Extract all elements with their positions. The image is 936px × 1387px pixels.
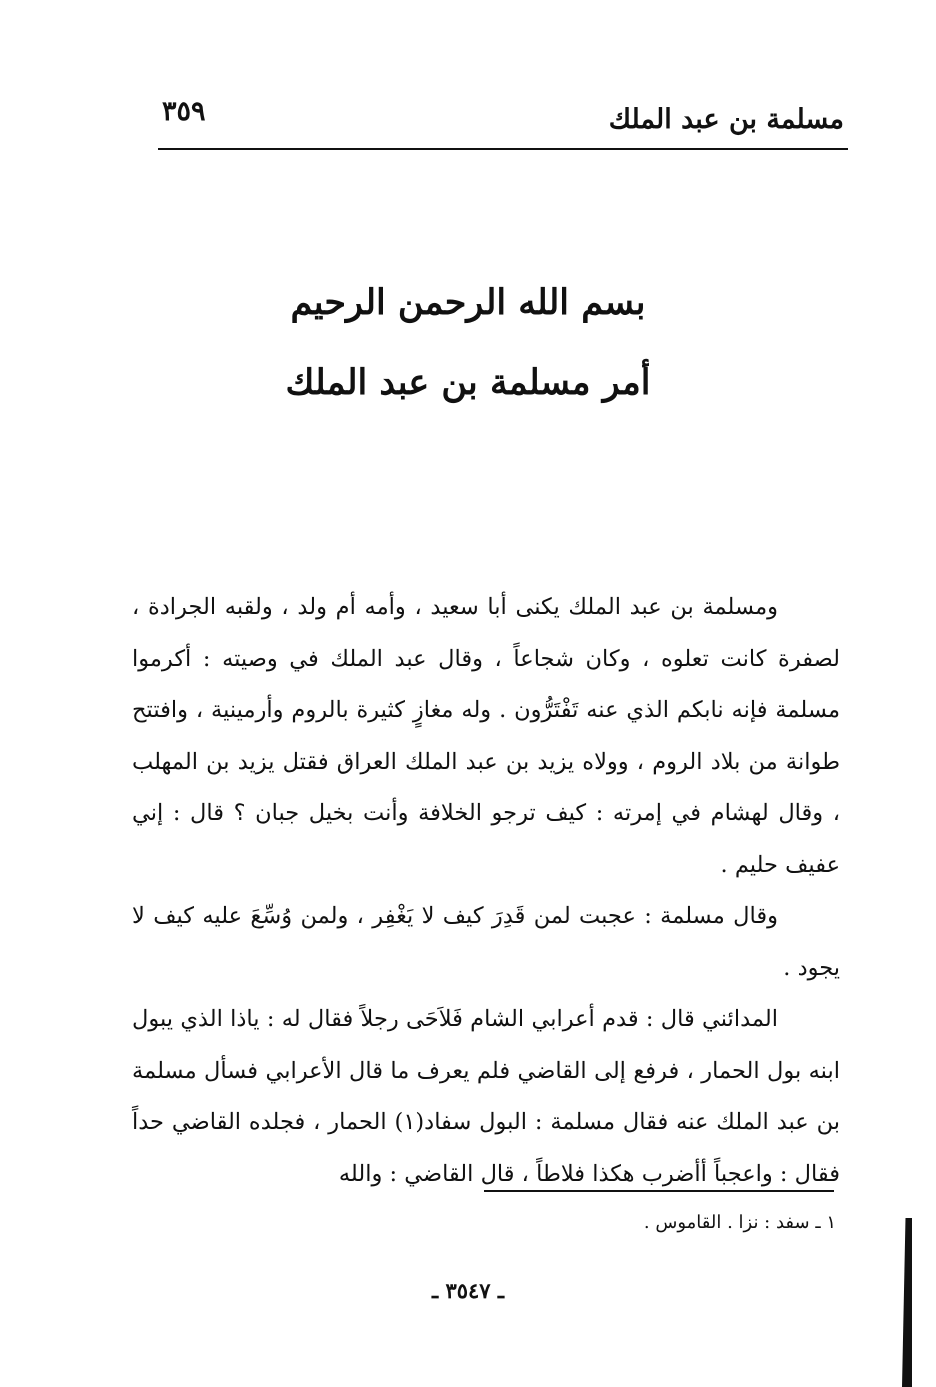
paragraph: ومسلمة بن عبد الملك يكنى أبا سعيد ، وأمه أم ولد ، ولقبه الجرادة ، لصفرة كانت تعلوه ، وكان شجاعاً ، وقال عبد الملك في وصيته : أكرموا مسلمة فإنه نابكم الذي عنه تَفْتَرُّون . وله مغازٍ كثيرة بالروم وأرمينية ، وافتتح طوانة من بلاد الروم ، وولاه يزيد بن عبد الملك العراق فقتل يزيد بن المهلب ، وقال لهشام في إمرته : كيف ترجو الخلافة وأنت بخيل جبان ؟ قال : إني عفيف حليم . (132, 594, 840, 878)
footnote-divider (484, 1190, 834, 1192)
footnote: ١ ـ سفد : نزا . القاموس . (643, 1212, 836, 1233)
scan-edge-shadow (902, 1218, 912, 1387)
running-header (158, 92, 848, 150)
basmala-heading: بسم الله الرحمن الرحيم (290, 282, 646, 323)
paragraph: وقال مسلمة : عجبت لمن قَدِرَ كيف لا يَغْفِر ، ولمن وُسِّعَ عليه كيف لا يجود . (132, 903, 840, 981)
body-text (132, 582, 840, 1200)
chapter-title: أمر مسلمة بن عبد الملك (285, 362, 651, 403)
running-title: مسلمة بن عبد الملك (608, 104, 844, 135)
paragraph: المدائني قال : قدم أعرابي الشام فَلاَحَى رجلاً فقال له : ياذا الذي يبول ابنه بول الحمار ، فرفع إلى القاضي فلم يعرف ما قال الأعرابي فسأل مسلمة بن عبد الملك عنه فقال مسلمة : البول سفاد(١) الحمار ، فجلده القاضي حداً فقال : واعجباً أأضرب هكذا فلاطاً ، قال القاضي : والله (132, 1006, 840, 1187)
print-page-number: ـ ٣٥٤٧ ـ (431, 1278, 505, 1303)
page-number: ٣٥٩ (162, 96, 206, 127)
